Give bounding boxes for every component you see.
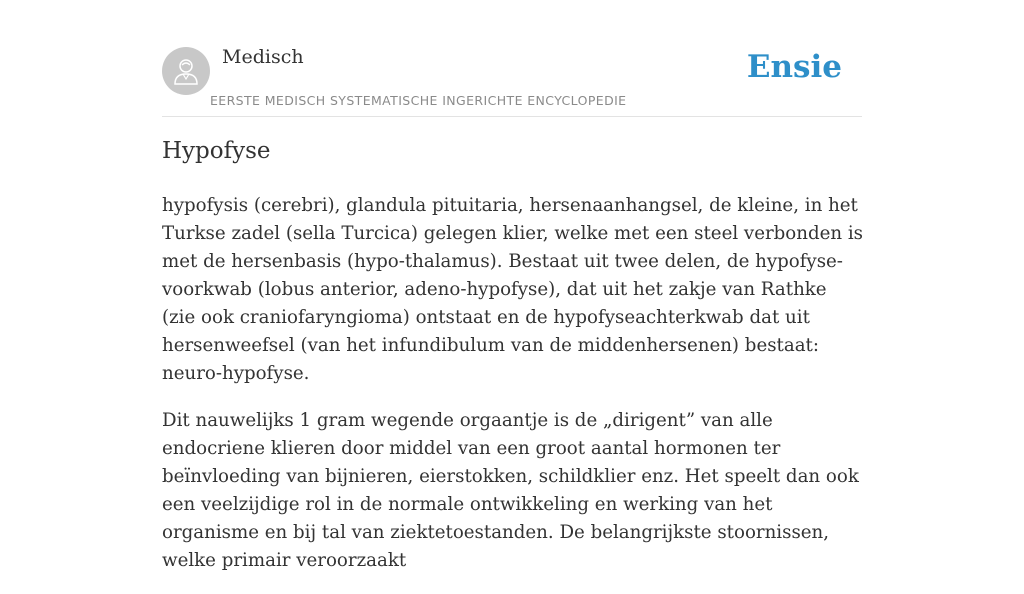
article-paragraph: Dit nauwelijks 1 gram wegende orgaantje is de „dirigent” van alle endocriene klieren door middel van een groot aantal hormonen ter beïnvloeding van bijnieren, eierstokken, schildklier enz. Het speelt dan ook een veelzijdige rol in de normale ontwikkeling en werking van het organisme en bij tal van ziektetoestanden. De belangrijkste stoornissen, welke primair veroorzaakt [162,410,859,571]
site-name[interactable]: Medisch [222,46,304,68]
brand-logo[interactable]: Ensie [746,49,842,85]
article-title: Hypofyse [162,138,271,164]
article-body [162,192,864,594]
avatar[interactable] [162,47,210,95]
site-tagline: EERSTE MEDISCH SYSTEMATISCHE INGERICHTE ENCYCLOPEDIE [210,93,627,108]
user-avatar-icon [171,56,201,86]
main-container [162,0,864,571]
article-paragraph: hypofysis (cerebri), glandula pituitaria, hersenaanhangsel, de kleine, in het Turkse zadel (sella Turcica) gelegen klier, welke met een steel verbonden is met de hersenbasis (hypo-thalamus). Bestaat uit twee delen, de hypofyse-voorkwab (lobus anterior, adeno-hypofyse), dat uit het zakje van Rathke (zie ook craniofaryngioma) ontstaat en de hypofyseachterkwab dat uit hersenweefsel (van het infundibulum van de middenhersenen) bestaat: neuro-hypofyse. [162,195,864,384]
site-header [162,0,862,117]
